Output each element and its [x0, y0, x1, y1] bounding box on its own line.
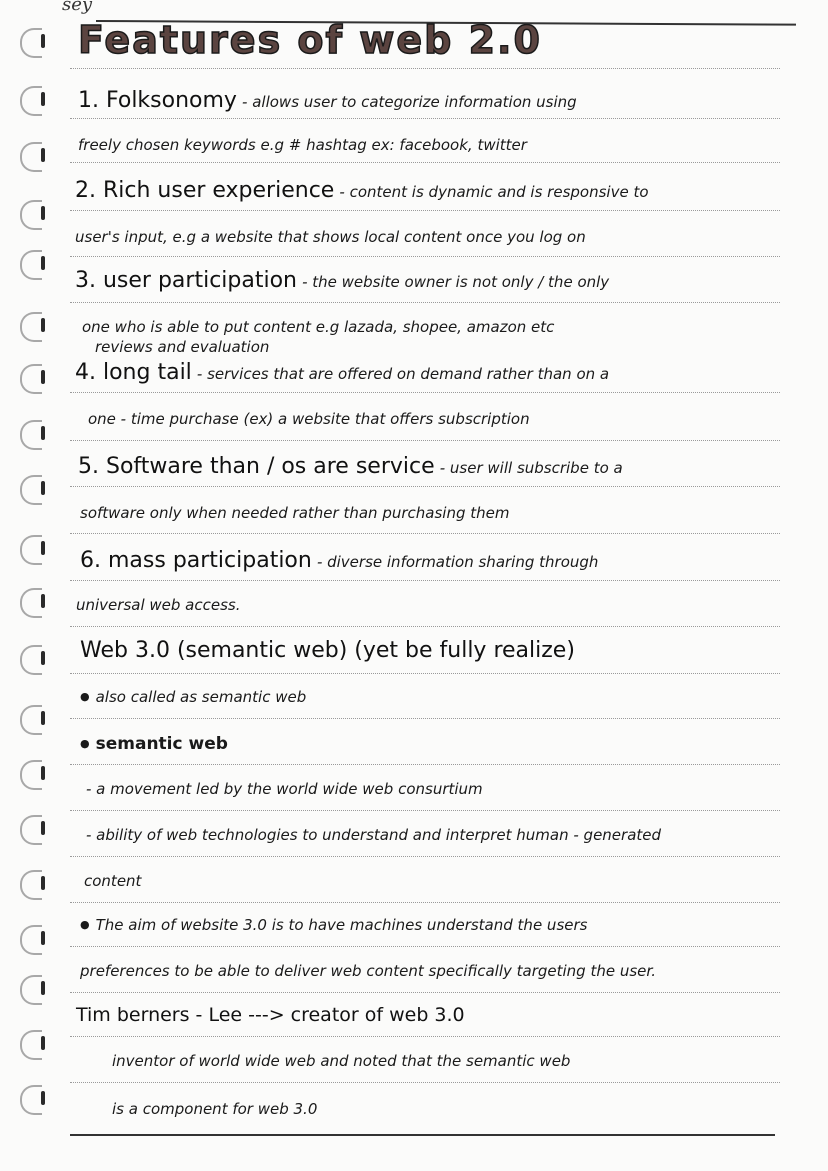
web3-heading: Web 3.0 (semantic web) (yet be fully realize): [80, 638, 575, 663]
feature-heading: 2. Rich user experience: [75, 178, 335, 203]
corner-label: sey: [62, 0, 93, 15]
ruled-line: [70, 533, 780, 534]
ring-icon: [20, 1030, 42, 1060]
ring-icon: [20, 588, 42, 618]
feature-desc-cont: freely chosen keywords e.g # hashtag ex: facebook, twitter: [78, 136, 527, 154]
feature-desc: - user will subscribe to a: [439, 459, 623, 477]
feature-heading: 5. Software than / os are service: [78, 454, 435, 479]
ruled-line: [70, 68, 780, 69]
web3-bullet: ● The aim of website 3.0 is to have machines understand the users: [80, 916, 587, 934]
feature-6: [80, 548, 598, 573]
feature-desc-cont: software only when needed rather than purchasing them: [80, 504, 510, 522]
feature-desc: - diverse information sharing through: [316, 553, 599, 571]
bottom-rule: [70, 1134, 775, 1136]
ruled-line: [70, 902, 780, 903]
ruled-line: [70, 118, 780, 119]
ruled-line: [70, 673, 780, 674]
feature-1: [78, 88, 577, 113]
ring-icon: [20, 28, 42, 58]
ring-icon: [20, 870, 42, 900]
web3-dash: - a movement led by the world wide web consurtium: [86, 780, 483, 798]
ruled-line: [70, 946, 780, 947]
creator-line: inventor of world wide web and noted that the semantic web: [112, 1052, 571, 1070]
feature-desc-cont: universal web access.: [76, 596, 241, 614]
ruled-line: [70, 856, 780, 857]
feature-desc: - allows user to categorize information using: [242, 93, 577, 111]
feature-desc-cont: reviews and evaluation: [95, 338, 270, 356]
web3-dash-cont: content: [84, 872, 142, 890]
feature-desc: - the website owner is not only / the only: [302, 273, 610, 291]
ruled-line: [70, 718, 780, 719]
ruled-line: [70, 392, 780, 393]
ruled-line: [70, 626, 780, 627]
ruled-line: [70, 992, 780, 993]
ring-icon: [20, 250, 42, 280]
feature-desc-cont: one - time purchase (ex) a website that offers subscription: [88, 410, 530, 428]
feature-3: [75, 268, 609, 293]
ring-icon: [20, 1085, 42, 1115]
ruled-line: [70, 302, 780, 303]
ring-icon: [20, 420, 42, 450]
feature-4: [75, 360, 609, 385]
ruled-line: [70, 764, 780, 765]
creator-line: is a component for web 3.0: [112, 1100, 318, 1118]
ring-icon: [20, 645, 42, 675]
feature-2: [75, 178, 649, 203]
ruled-line: [70, 1036, 780, 1037]
page-title: Features of web 2.0: [78, 18, 542, 62]
web3-bullet: ● semantic web: [80, 734, 228, 754]
ring-icon: [20, 200, 42, 230]
ring-icon: [20, 975, 42, 1005]
feature-5: [78, 454, 623, 479]
feature-desc-cont: one who is able to put content e.g lazada, shopee, amazon etc: [82, 318, 555, 336]
feature-desc-cont: user's input, e.g a website that shows local content once you log on: [75, 228, 586, 246]
binder-rings: [0, 0, 60, 1171]
ruled-line: [70, 1082, 780, 1083]
feature-heading: 1. Folksonomy: [78, 88, 237, 113]
ruled-line: [70, 810, 780, 811]
ring-icon: [20, 705, 42, 735]
feature-heading: 6. mass participation: [80, 548, 312, 573]
ruled-line: [70, 486, 780, 487]
ring-icon: [20, 760, 42, 790]
ring-icon: [20, 815, 42, 845]
web3-dash: - ability of web technologies to understand and interpret human - generated: [86, 826, 662, 844]
web3-bullet: ● also called as semantic web: [80, 688, 306, 706]
ruled-line: [70, 210, 780, 211]
ring-icon: [20, 475, 42, 505]
ring-icon: [20, 535, 42, 565]
feature-desc: - content is dynamic and is responsive to: [339, 183, 649, 201]
ruled-line: [70, 440, 780, 441]
ring-icon: [20, 925, 42, 955]
web3-bullet-cont: preferences to be able to deliver web content specifically targeting the user.: [80, 962, 656, 980]
ring-icon: [20, 312, 42, 342]
ring-icon: [20, 142, 42, 172]
creator-heading: Tim berners - Lee ---> creator of web 3.0: [76, 1004, 465, 1026]
ring-icon: [20, 364, 42, 394]
feature-heading: 4. long tail: [75, 360, 192, 385]
ring-icon: [20, 86, 42, 116]
feature-desc: - services that are offered on demand rather than on a: [196, 365, 610, 383]
ruled-line: [70, 256, 780, 257]
ruled-line: [70, 580, 780, 581]
ruled-line: [70, 162, 780, 163]
feature-heading: 3. user participation: [75, 268, 297, 293]
